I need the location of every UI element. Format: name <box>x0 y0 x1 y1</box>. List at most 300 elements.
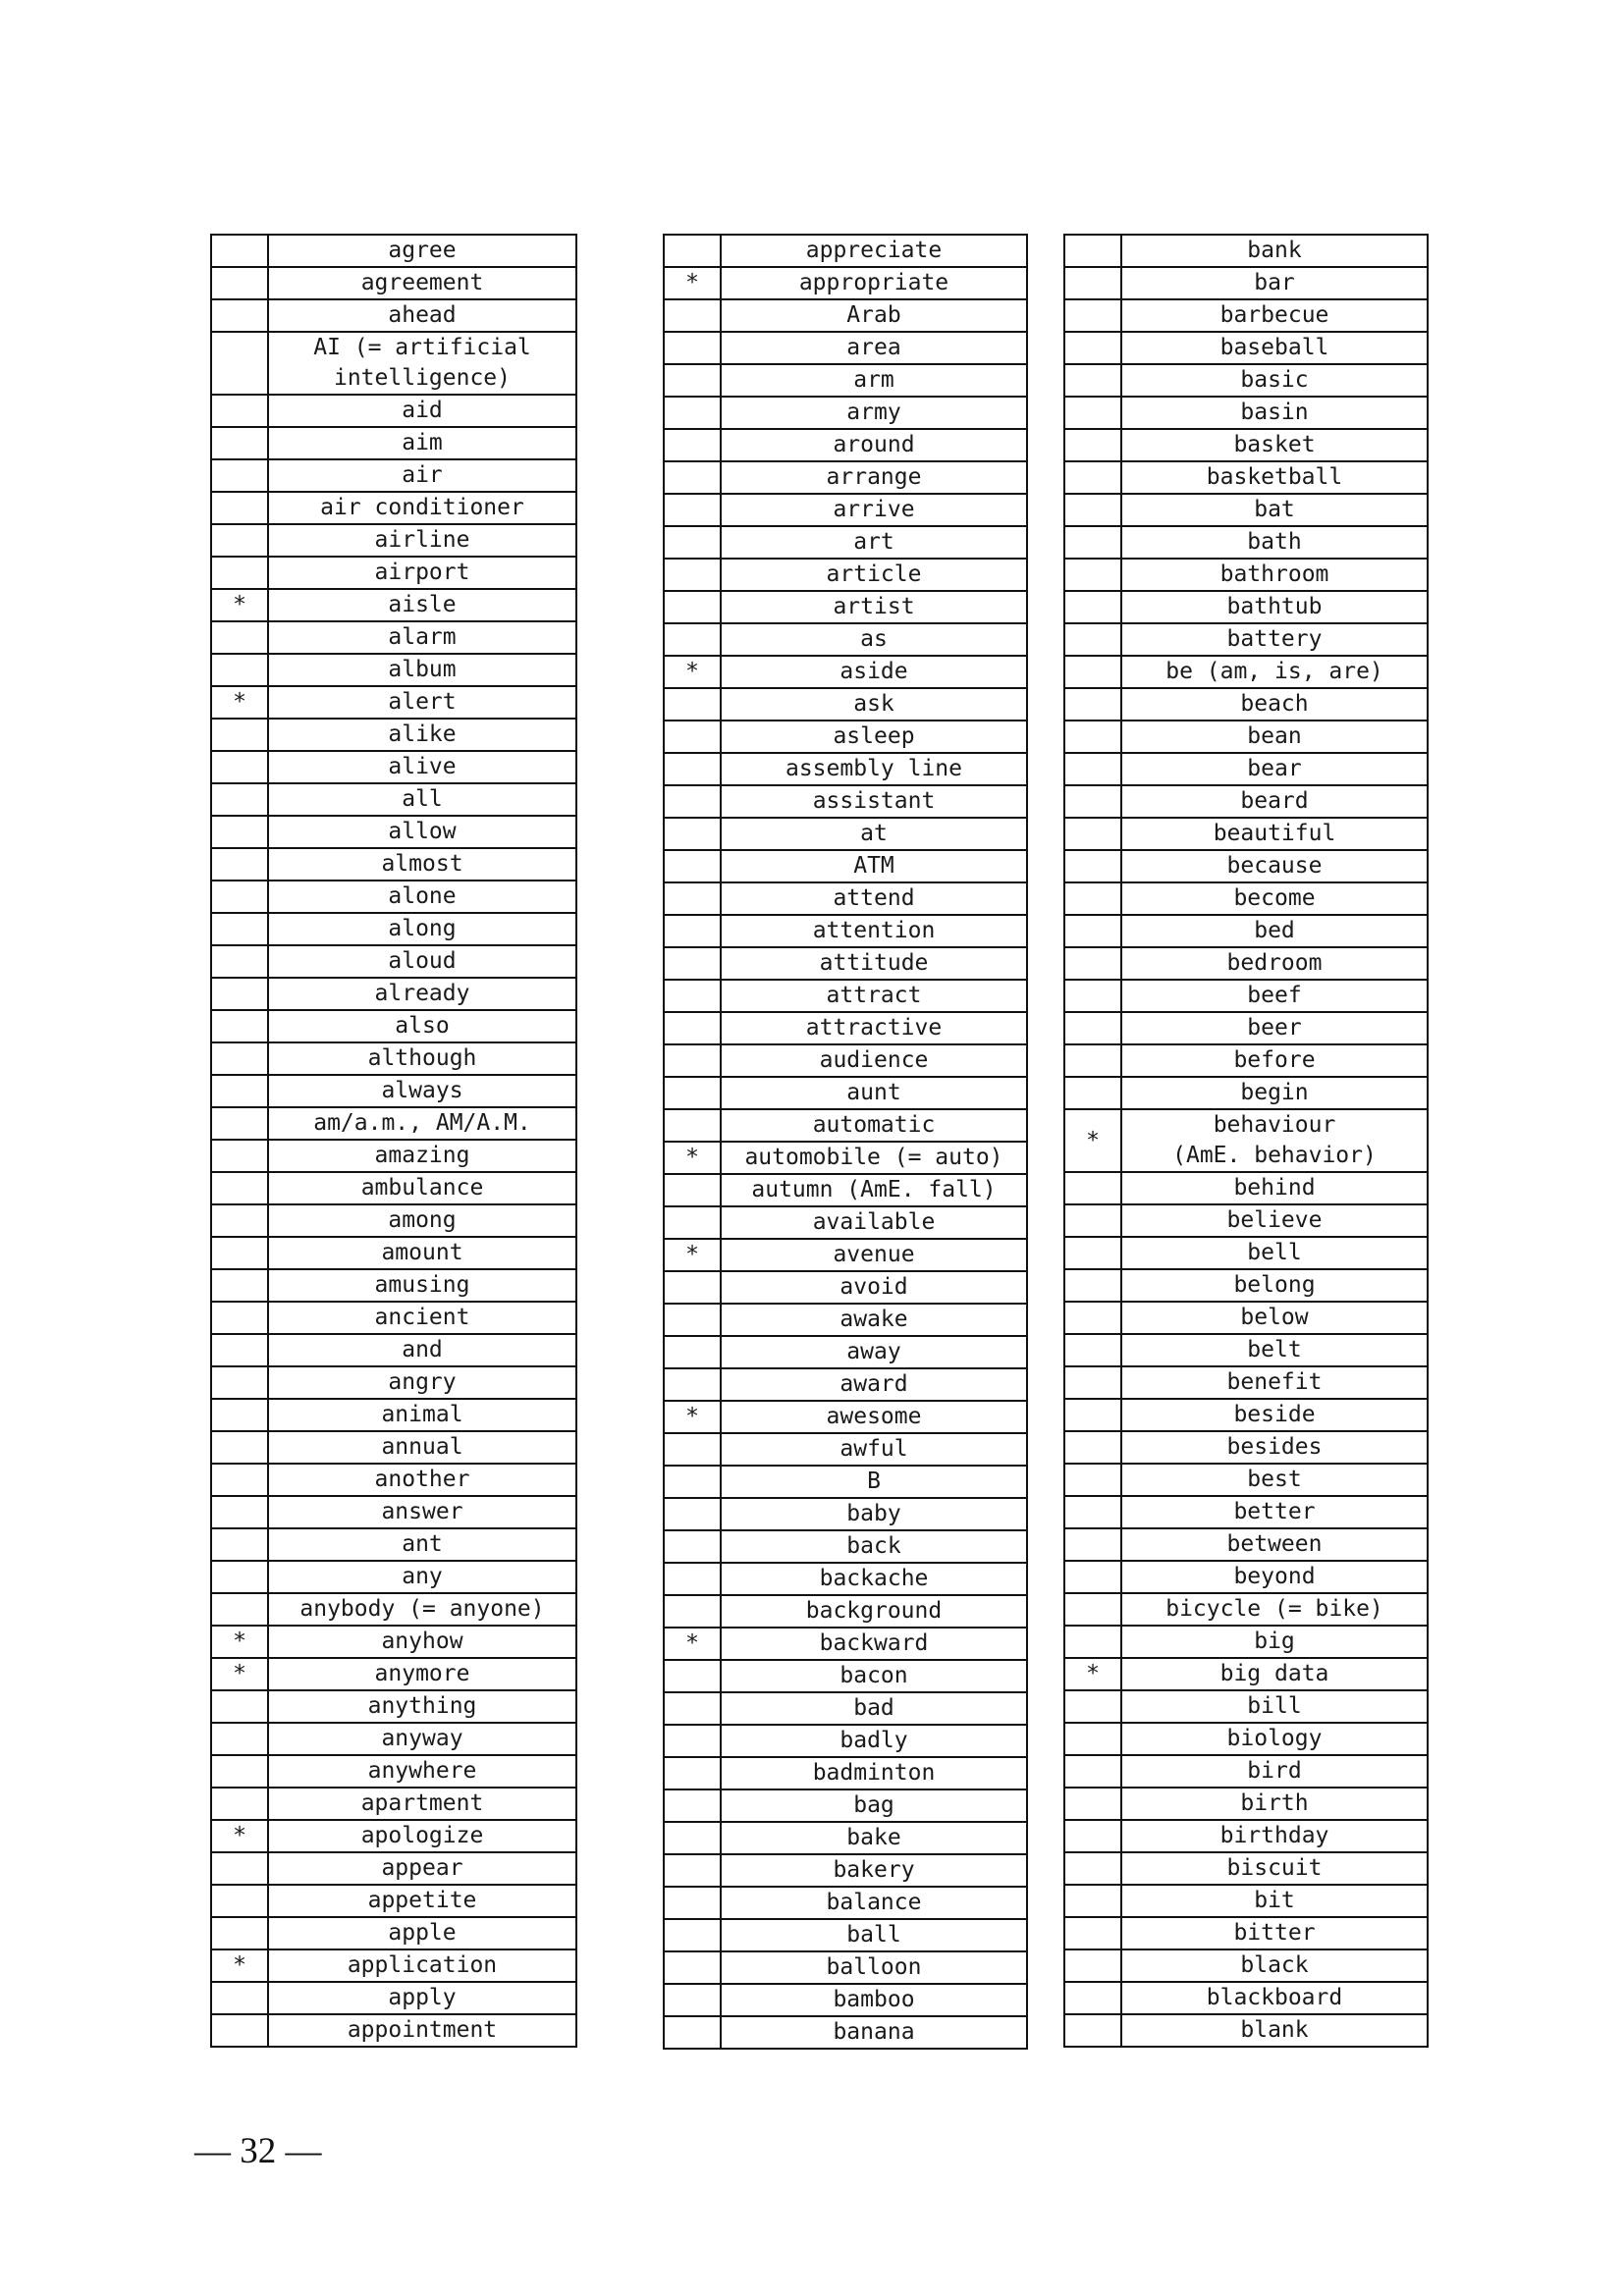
vocab-word: art <box>721 526 1027 559</box>
table-row <box>1064 1204 1428 1237</box>
asterisk-marker <box>211 1140 268 1172</box>
vocab-word: area <box>721 332 1027 364</box>
table-row <box>1064 753 1428 785</box>
asterisk-marker <box>664 1595 721 1628</box>
table-row <box>211 2014 576 2047</box>
table-row <box>211 913 576 945</box>
table-row <box>664 1498 1027 1530</box>
vocab-word: ancient <box>268 1302 576 1334</box>
asterisk-marker <box>664 1822 721 1854</box>
table-row <box>1064 688 1428 721</box>
vocab-word: bad <box>721 1692 1027 1725</box>
asterisk-marker <box>664 753 721 785</box>
table-row <box>664 1725 1027 1757</box>
asterisk-marker <box>1064 980 1121 1012</box>
vocab-word: arrange <box>721 461 1027 494</box>
asterisk-marker <box>664 2016 721 2049</box>
asterisk-marker <box>1064 429 1121 461</box>
table-row <box>1064 494 1428 526</box>
table-row <box>664 1044 1027 1077</box>
vocab-word: B <box>721 1466 1027 1498</box>
table-row <box>1064 397 1428 429</box>
vocab-word: black <box>1121 1949 1428 1982</box>
table-row <box>664 882 1027 915</box>
asterisk-marker <box>664 1077 721 1109</box>
asterisk-marker <box>664 1919 721 1951</box>
vocab-word: article <box>721 559 1027 591</box>
vocab-word: amount <box>268 1237 576 1269</box>
asterisk-marker <box>1064 1690 1121 1723</box>
vocab-word: AI (= artificial intelligence) <box>268 332 576 395</box>
table-row <box>211 1593 576 1626</box>
asterisk-marker <box>1064 1399 1121 1431</box>
table-row <box>664 364 1027 397</box>
vocab-word: behaviour (AmE. behavior) <box>1121 1109 1428 1172</box>
asterisk-marker <box>664 1368 721 1401</box>
vocab-word: bit <box>1121 1885 1428 1917</box>
asterisk-marker <box>1064 299 1121 332</box>
table-row <box>1064 1658 1428 1690</box>
vocab-word: at <box>721 818 1027 850</box>
vocab-word: avoid <box>721 1271 1027 1304</box>
asterisk-marker: * <box>664 1401 721 1433</box>
vocab-word: beside <box>1121 1399 1428 1431</box>
table-row <box>1064 1755 1428 1788</box>
vocab-word: awesome <box>721 1401 1027 1433</box>
asterisk-marker <box>211 299 268 332</box>
table-row <box>664 623 1027 656</box>
asterisk-marker <box>664 947 721 980</box>
vocab-word: bell <box>1121 1237 1428 1269</box>
vocab-word: beer <box>1121 1012 1428 1044</box>
vocab-word: ATM <box>721 850 1027 882</box>
table-row <box>211 427 576 459</box>
asterisk-marker <box>211 2014 268 2047</box>
asterisk-marker <box>211 1269 268 1302</box>
table-row <box>1064 1399 1428 1431</box>
asterisk-marker <box>211 1237 268 1269</box>
asterisk-marker <box>664 980 721 1012</box>
vocab-word: alone <box>268 881 576 913</box>
asterisk-marker <box>1064 1044 1121 1077</box>
asterisk-marker <box>1064 623 1121 656</box>
table-row <box>1064 526 1428 559</box>
vocab-word: assembly line <box>721 753 1027 785</box>
table-row <box>1064 980 1428 1012</box>
asterisk-marker <box>211 945 268 978</box>
vocab-word: application <box>268 1949 576 1982</box>
table-row <box>664 980 1027 1012</box>
vocab-word: ambulance <box>268 1172 576 1204</box>
asterisk-marker <box>1064 526 1121 559</box>
vocab-word: baseball <box>1121 332 1428 364</box>
table-row <box>664 688 1027 721</box>
asterisk-marker <box>211 492 268 524</box>
table-row <box>664 1012 1027 1044</box>
vocab-table-body <box>1064 235 1428 2047</box>
table-row <box>211 1042 576 1075</box>
vocab-word: bakery <box>721 1854 1027 1887</box>
asterisk-marker <box>1064 882 1121 915</box>
table-row <box>211 1917 576 1949</box>
asterisk-marker <box>211 1788 268 1820</box>
vocab-word: banana <box>721 2016 1027 2049</box>
table-row <box>1064 882 1428 915</box>
table-row <box>664 785 1027 818</box>
vocab-word: appropriate <box>721 267 1027 299</box>
vocab-word: beyond <box>1121 1561 1428 1593</box>
table-row <box>664 1109 1027 1142</box>
vocab-word: awful <box>721 1433 1027 1466</box>
asterisk-marker <box>1064 1237 1121 1269</box>
asterisk-marker <box>664 1887 721 1919</box>
table-row <box>664 1757 1027 1789</box>
table-row <box>1064 235 1428 267</box>
asterisk-marker <box>664 818 721 850</box>
table-row <box>211 332 576 395</box>
asterisk-marker <box>1064 1496 1121 1528</box>
vocab-table-column-2 <box>663 234 1028 2050</box>
table-row <box>1064 1820 1428 1852</box>
vocab-word: behind <box>1121 1172 1428 1204</box>
table-row <box>664 1628 1027 1660</box>
asterisk-marker <box>211 1690 268 1723</box>
vocab-word: appreciate <box>721 235 1027 267</box>
table-row <box>664 559 1027 591</box>
asterisk-marker <box>211 395 268 427</box>
asterisk-marker <box>1064 1723 1121 1755</box>
vocab-word: bank <box>1121 235 1428 267</box>
asterisk-marker <box>211 621 268 654</box>
asterisk-marker <box>211 1366 268 1399</box>
asterisk-marker <box>664 1466 721 1498</box>
table-row <box>664 1789 1027 1822</box>
asterisk-marker <box>1064 850 1121 882</box>
vocab-word: annual <box>268 1431 576 1464</box>
asterisk-marker <box>211 1172 268 1204</box>
vocab-word: amazing <box>268 1140 576 1172</box>
vocab-word: allow <box>268 816 576 848</box>
asterisk-marker <box>211 1431 268 1464</box>
vocab-word: army <box>721 397 1027 429</box>
vocab-word: answer <box>268 1496 576 1528</box>
vocab-word: airport <box>268 557 576 589</box>
vocab-word: attract <box>721 980 1027 1012</box>
table-row <box>664 235 1027 267</box>
table-row <box>1064 623 1428 656</box>
vocab-word: bean <box>1121 721 1428 753</box>
vocab-table-column-3 <box>1063 234 1429 2048</box>
vocab-word: basin <box>1121 397 1428 429</box>
vocab-word: bedroom <box>1121 947 1428 980</box>
vocab-word: back <box>721 1530 1027 1563</box>
table-row <box>1064 1302 1428 1334</box>
table-row <box>664 915 1027 947</box>
vocab-word: apartment <box>268 1788 576 1820</box>
asterisk-marker <box>1064 1917 1121 1949</box>
table-row <box>1064 1852 1428 1885</box>
asterisk-marker <box>664 1692 721 1725</box>
asterisk-marker <box>211 1107 268 1140</box>
vocab-word: alert <box>268 686 576 719</box>
asterisk-marker: * <box>211 589 268 621</box>
vocab-word: bathtub <box>1121 591 1428 623</box>
vocab-word: attractive <box>721 1012 1027 1044</box>
vocab-word: ant <box>268 1528 576 1561</box>
asterisk-marker <box>664 591 721 623</box>
vocab-word: appear <box>268 1852 576 1885</box>
asterisk-marker <box>664 1433 721 1466</box>
table-row <box>1064 1077 1428 1109</box>
table-row <box>211 1107 576 1140</box>
vocab-word: baby <box>721 1498 1027 1530</box>
vocab-word: arm <box>721 364 1027 397</box>
table-row <box>1064 591 1428 623</box>
asterisk-marker <box>1064 1626 1121 1658</box>
asterisk-marker <box>211 654 268 686</box>
vocab-word: bill <box>1121 1690 1428 1723</box>
asterisk-marker: * <box>211 1658 268 1690</box>
asterisk-marker <box>1064 461 1121 494</box>
asterisk-marker <box>1064 1528 1121 1561</box>
vocab-word: and <box>268 1334 576 1366</box>
table-row <box>1064 1561 1428 1593</box>
asterisk-marker <box>1064 1820 1121 1852</box>
table-row <box>664 1304 1027 1336</box>
vocab-word: bed <box>1121 915 1428 947</box>
vocab-word: best <box>1121 1464 1428 1496</box>
asterisk-marker <box>1064 1269 1121 1302</box>
table-row <box>664 1660 1027 1692</box>
vocab-word: bar <box>1121 267 1428 299</box>
asterisk-marker <box>664 1757 721 1789</box>
asterisk-marker <box>664 688 721 721</box>
table-row <box>1064 1885 1428 1917</box>
asterisk-marker <box>211 1399 268 1431</box>
table-row <box>1064 1949 1428 1982</box>
asterisk-marker <box>664 1789 721 1822</box>
asterisk-marker <box>1064 947 1121 980</box>
table-row <box>664 1887 1027 1919</box>
vocab-word: basketball <box>1121 461 1428 494</box>
page-number: — 32 — <box>194 2131 322 2171</box>
asterisk-marker <box>664 429 721 461</box>
asterisk-marker <box>211 557 268 589</box>
asterisk-marker: * <box>664 656 721 688</box>
vocab-word: blank <box>1121 2014 1428 2047</box>
asterisk-marker <box>664 364 721 397</box>
asterisk-marker <box>211 459 268 492</box>
vocab-word: birth <box>1121 1788 1428 1820</box>
vocab-word: agree <box>268 235 576 267</box>
asterisk-marker <box>664 461 721 494</box>
asterisk-marker <box>211 235 268 267</box>
asterisk-marker <box>1064 591 1121 623</box>
vocab-word: birthday <box>1121 1820 1428 1852</box>
table-row <box>1064 1464 1428 1496</box>
asterisk-marker <box>664 1530 721 1563</box>
asterisk-marker <box>211 267 268 299</box>
asterisk-marker <box>664 235 721 267</box>
vocab-word: any <box>268 1561 576 1593</box>
asterisk-marker <box>1064 1334 1121 1366</box>
vocab-word: background <box>721 1595 1027 1628</box>
table-row <box>211 299 576 332</box>
asterisk-marker <box>211 1334 268 1366</box>
table-row <box>664 267 1027 299</box>
table-row <box>664 818 1027 850</box>
asterisk-marker <box>664 1725 721 1757</box>
asterisk-marker <box>1064 753 1121 785</box>
table-row <box>211 1528 576 1561</box>
table-row <box>664 947 1027 980</box>
table-row <box>664 1433 1027 1466</box>
vocab-word: bacon <box>721 1660 1027 1692</box>
table-row <box>664 1951 1027 1984</box>
vocab-word: as <box>721 623 1027 656</box>
asterisk-marker <box>664 397 721 429</box>
vocab-word: animal <box>268 1399 576 1431</box>
asterisk-marker <box>664 559 721 591</box>
table-row <box>211 1172 576 1204</box>
vocab-word: assistant <box>721 785 1027 818</box>
table-row <box>1064 1044 1428 1077</box>
asterisk-marker: * <box>664 1142 721 1174</box>
vocab-word: another <box>268 1464 576 1496</box>
asterisk-marker <box>211 332 268 395</box>
table-row <box>1064 1496 1428 1528</box>
vocab-word: biology <box>1121 1723 1428 1755</box>
asterisk-marker: * <box>1064 1658 1121 1690</box>
table-row <box>211 881 576 913</box>
asterisk-marker <box>211 719 268 751</box>
table-row <box>211 1949 576 1982</box>
table-row <box>211 1658 576 1690</box>
table-row <box>1064 461 1428 494</box>
table-row <box>1064 429 1428 461</box>
table-row <box>211 945 576 978</box>
table-row <box>1064 1269 1428 1302</box>
asterisk-marker <box>664 1563 721 1595</box>
vocab-word: apply <box>268 1982 576 2014</box>
table-row <box>664 1563 1027 1595</box>
asterisk-marker: * <box>1064 1109 1121 1172</box>
table-row <box>664 1077 1027 1109</box>
table-row <box>211 654 576 686</box>
asterisk-marker <box>1064 1204 1121 1237</box>
vocab-word: aim <box>268 427 576 459</box>
table-row <box>211 1140 576 1172</box>
table-row <box>211 267 576 299</box>
vocab-word: better <box>1121 1496 1428 1528</box>
table-row <box>211 686 576 719</box>
vocab-word: ask <box>721 688 1027 721</box>
table-row <box>664 1854 1027 1887</box>
asterisk-marker <box>1064 1593 1121 1626</box>
vocab-table-body <box>664 235 1027 2049</box>
table-row <box>1064 1723 1428 1755</box>
table-row <box>1064 1109 1428 1172</box>
asterisk-marker <box>664 1660 721 1692</box>
asterisk-marker <box>664 1271 721 1304</box>
asterisk-marker <box>211 783 268 816</box>
asterisk-marker <box>1064 267 1121 299</box>
table-row <box>1064 818 1428 850</box>
asterisk-marker <box>1064 1561 1121 1593</box>
asterisk-marker <box>211 1982 268 2014</box>
table-row <box>1064 947 1428 980</box>
vocab-word: anything <box>268 1690 576 1723</box>
asterisk-marker <box>664 623 721 656</box>
asterisk-marker: * <box>664 1628 721 1660</box>
asterisk-marker <box>211 913 268 945</box>
vocab-word: benefit <box>1121 1366 1428 1399</box>
table-row <box>211 783 576 816</box>
vocab-word: because <box>1121 850 1428 882</box>
table-row <box>1064 364 1428 397</box>
asterisk-marker <box>211 524 268 557</box>
asterisk-marker <box>664 1304 721 1336</box>
table-row <box>664 1336 1027 1368</box>
vocab-word: arrive <box>721 494 1027 526</box>
asterisk-marker <box>1064 1366 1121 1399</box>
table-row <box>664 429 1027 461</box>
vocab-word: attend <box>721 882 1027 915</box>
table-row <box>1064 2014 1428 2047</box>
table-row <box>211 978 576 1010</box>
table-row <box>211 1269 576 1302</box>
table-row <box>664 1206 1027 1239</box>
table-row <box>211 589 576 621</box>
asterisk-marker <box>664 1854 721 1887</box>
vocab-word: airline <box>268 524 576 557</box>
table-row <box>664 1271 1027 1304</box>
asterisk-marker <box>664 1109 721 1142</box>
table-row <box>1064 1788 1428 1820</box>
vocab-word: be (am, is, are) <box>1121 656 1428 688</box>
asterisk-marker <box>664 1174 721 1206</box>
table-row <box>1064 656 1428 688</box>
table-row <box>211 1464 576 1496</box>
table-row <box>211 1626 576 1658</box>
table-row <box>1064 299 1428 332</box>
vocab-word: anymore <box>268 1658 576 1690</box>
table-row <box>1064 1366 1428 1399</box>
asterisk-marker <box>211 1917 268 1949</box>
vocab-word: backward <box>721 1628 1027 1660</box>
table-row <box>664 1919 1027 1951</box>
vocab-word: alarm <box>268 621 576 654</box>
vocab-word: amusing <box>268 1269 576 1302</box>
vocab-table-body <box>211 235 576 2047</box>
asterisk-marker <box>664 1012 721 1044</box>
vocab-word: Arab <box>721 299 1027 332</box>
asterisk-marker: * <box>664 1239 721 1271</box>
asterisk-marker <box>664 1984 721 2016</box>
vocab-word: bathroom <box>1121 559 1428 591</box>
asterisk-marker <box>211 1464 268 1496</box>
table-row <box>664 1401 1027 1433</box>
vocab-word: always <box>268 1075 576 1107</box>
vocab-word: agreement <box>268 267 576 299</box>
asterisk-marker <box>1064 1012 1121 1044</box>
table-row <box>211 557 576 589</box>
vocab-word: album <box>268 654 576 686</box>
vocab-word: also <box>268 1010 576 1042</box>
vocab-word: beautiful <box>1121 818 1428 850</box>
table-row <box>211 524 576 557</box>
vocab-word: appointment <box>268 2014 576 2047</box>
